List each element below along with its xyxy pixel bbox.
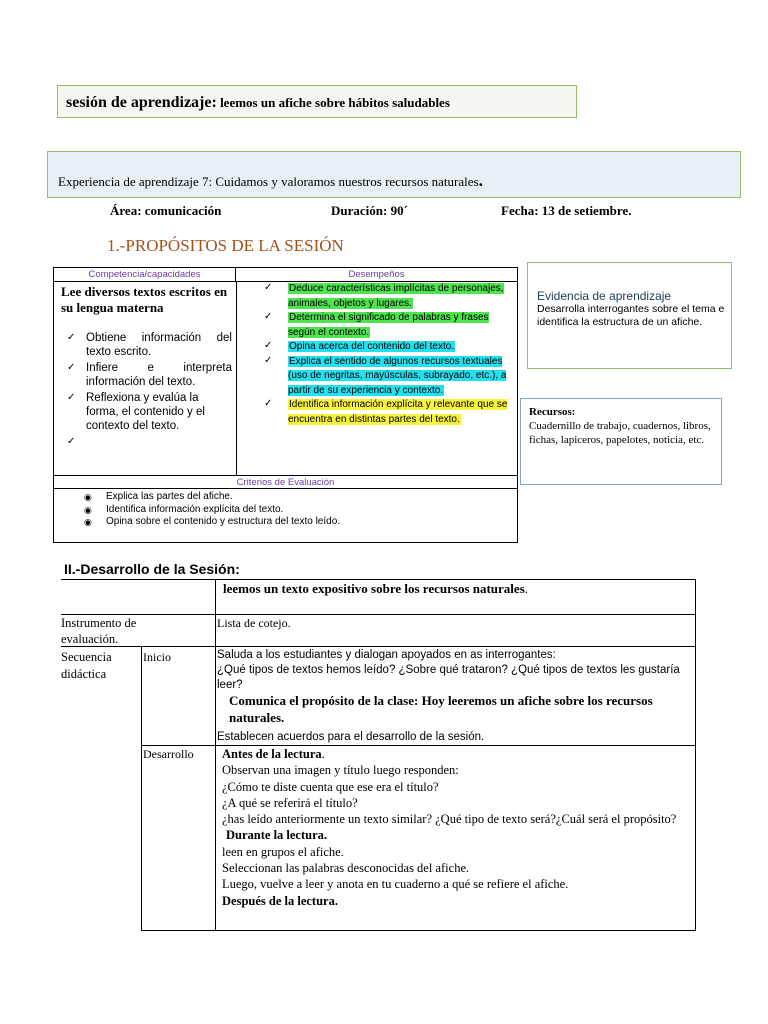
antes-line: ¿Cómo te diste cuenta que ese era el título? [222, 779, 439, 794]
capacidad-item: ✓ Infiere e interpreta información del texto. [67, 362, 232, 388]
antes-line: Observan una imagen y título luego responden: [222, 763, 459, 778]
capacidad-item: ✓ Reflexiona y evalúa la forma, el contenido y el contexto del texto. [67, 392, 205, 432]
durante-line: Luego, vuelve a leer y anota en tu cuaderno a qué se refiere el afiche. [222, 877, 569, 892]
recursos-box [520, 398, 722, 485]
date-label: Fecha: 13 de setiembre. [501, 203, 632, 218]
desempeno-item [242, 311, 514, 340]
inicio-line: Saluda a los estudiantes y dialogan apoyados en as interrogantes: [217, 649, 556, 661]
desempeno-item [242, 398, 514, 427]
column-divider [236, 282, 237, 475]
criterio-item: ◉ Identifica información explícita del texto. [84, 503, 284, 515]
criterios-list [82, 491, 502, 529]
table-line [695, 579, 696, 931]
criterios-header: Criterios de Evaluación [54, 475, 517, 489]
check-icon: ✓ [67, 392, 76, 403]
table-line [141, 930, 696, 931]
area-label: Área: comunicación [110, 203, 222, 218]
check-icon: ✓ [67, 436, 76, 447]
secuencia-label: Secuencia didáctica [61, 650, 112, 681]
recursos-text: Cuadernillo de trabajo, cuadernos, libros, fichas, lapiceros, papelotes, noticia, etc. [529, 420, 711, 446]
experience-box [47, 151, 741, 198]
purposes-table [53, 267, 518, 543]
desempeno-text: Identifica información explícita y relevante que se encuentra en distintas partes del texto. [288, 399, 508, 425]
evidencia-text: Desarrolla interrogantes sobre el tema e identifica la estructura de un afiche. [537, 303, 725, 328]
purposes-title: 1.-PROPÓSITOS DE LA SESIÓN [107, 236, 344, 255]
desempeno-item [242, 355, 514, 399]
evidencia-title: Evidencia de aprendizaje [537, 289, 672, 303]
duration-label: Duración: 90´ [331, 203, 408, 218]
desempeno-text: Explica el sentido de algunos recursos textuales (uso de negritas, mayúsculas, subrayado, etc.), a partir de su experiencia y contexto. [288, 355, 507, 396]
check-icon: ✓ [264, 311, 273, 322]
instrumento-label: Instrumento de evaluación. [61, 616, 137, 646]
desempeno-text: Opina acerca del contenido del texto. [289, 341, 455, 352]
inicio-line: ¿Qué tipos de textos hemos leído? ¿Sobre qué trataron? ¿Qué tipos de textos les gustaría leer? [217, 664, 680, 691]
check-icon: ✓ [264, 398, 273, 409]
table-line [215, 579, 216, 931]
session-label: sesión de aprendizaje: [66, 94, 217, 111]
experience-dot: . [478, 171, 483, 190]
durante-line: Seleccionan las palabras desconocidas del afiche. [222, 861, 470, 876]
desarrollo-label: Desarrollo [143, 747, 194, 761]
development-title: II.-Desarrollo de la Sesión: [64, 561, 240, 577]
desempeno-item [242, 340, 514, 355]
capacidad-item: ✓ Obtiene información del texto escrito. [67, 332, 232, 358]
antes-title: Antes de la lectura. [222, 747, 325, 761]
check-icon: ✓ [67, 362, 76, 373]
criterio-item: ◉ Opina sobre el contenido y estructura del texto leído. [84, 516, 341, 527]
table-line [141, 646, 142, 931]
durante-line: leen en grupos el afiche. [222, 844, 344, 859]
session-topic: leemos un texto expositivo sobre los recursos naturales. [223, 581, 528, 596]
desempeno-item [242, 282, 514, 311]
development-table [61, 579, 696, 931]
check-icon: ✓ [264, 340, 273, 351]
desempenos-header: Desempeños [236, 268, 517, 282]
evidencia-box [527, 262, 732, 369]
competencia-title: Lee diversos textos escritos en su lengua materna [61, 284, 228, 315]
inicio-label: Inicio [143, 650, 171, 664]
check-icon: ✓ [264, 354, 273, 366]
desempeno-text: Deduce características implícitas de personajes, animales, objetos y lugares. [288, 283, 504, 309]
experience-text: Experiencia de aprendizaje 7: Cuidamos y valoramos nuestros recursos naturales [58, 174, 479, 189]
check-icon: ✓ [67, 332, 76, 343]
recursos-title: Recursos: [529, 406, 576, 418]
desarrollo-content [222, 746, 690, 909]
capacidades-list [62, 331, 232, 447]
antes-line: ¿A qué se referirá el título? [222, 795, 358, 810]
inicio-purpose: Comunica el propósito de la clase: Hoy leeremos un afiche sobre los recursos naturales. [229, 693, 653, 725]
desempeno-text: Determina el significado de palabras y frases según el contexto. [288, 312, 489, 338]
circle-bullet-icon: ◉ [84, 492, 92, 502]
inicio-content [217, 648, 692, 693]
circle-bullet-icon: ◉ [84, 517, 92, 527]
inicio-last: Establecen acuerdos para el desarrollo de la sesión. [217, 731, 485, 743]
criterio-item: ◉ Explica las partes del afiche. [84, 491, 233, 502]
table-line [61, 579, 696, 580]
antes-line: ¿has leído anteriormente un texto similar? ¿Qué tipo de texto será?¿Cuál será el propósito? [222, 812, 677, 827]
despues-title: Después de la lectura. [222, 893, 338, 908]
session-title-box [57, 85, 577, 118]
circle-bullet-icon: ◉ [84, 504, 92, 515]
instrumento-value: Lista de cotejo. [217, 616, 291, 630]
check-icon: ✓ [264, 282, 273, 293]
competencia-header: Competencia/capacidades [54, 268, 236, 282]
desempenos-list [242, 282, 514, 427]
durante-title: Durante la lectura. [226, 828, 328, 843]
session-title: leemos un afiche sobre hábitos saludables [216, 95, 450, 110]
